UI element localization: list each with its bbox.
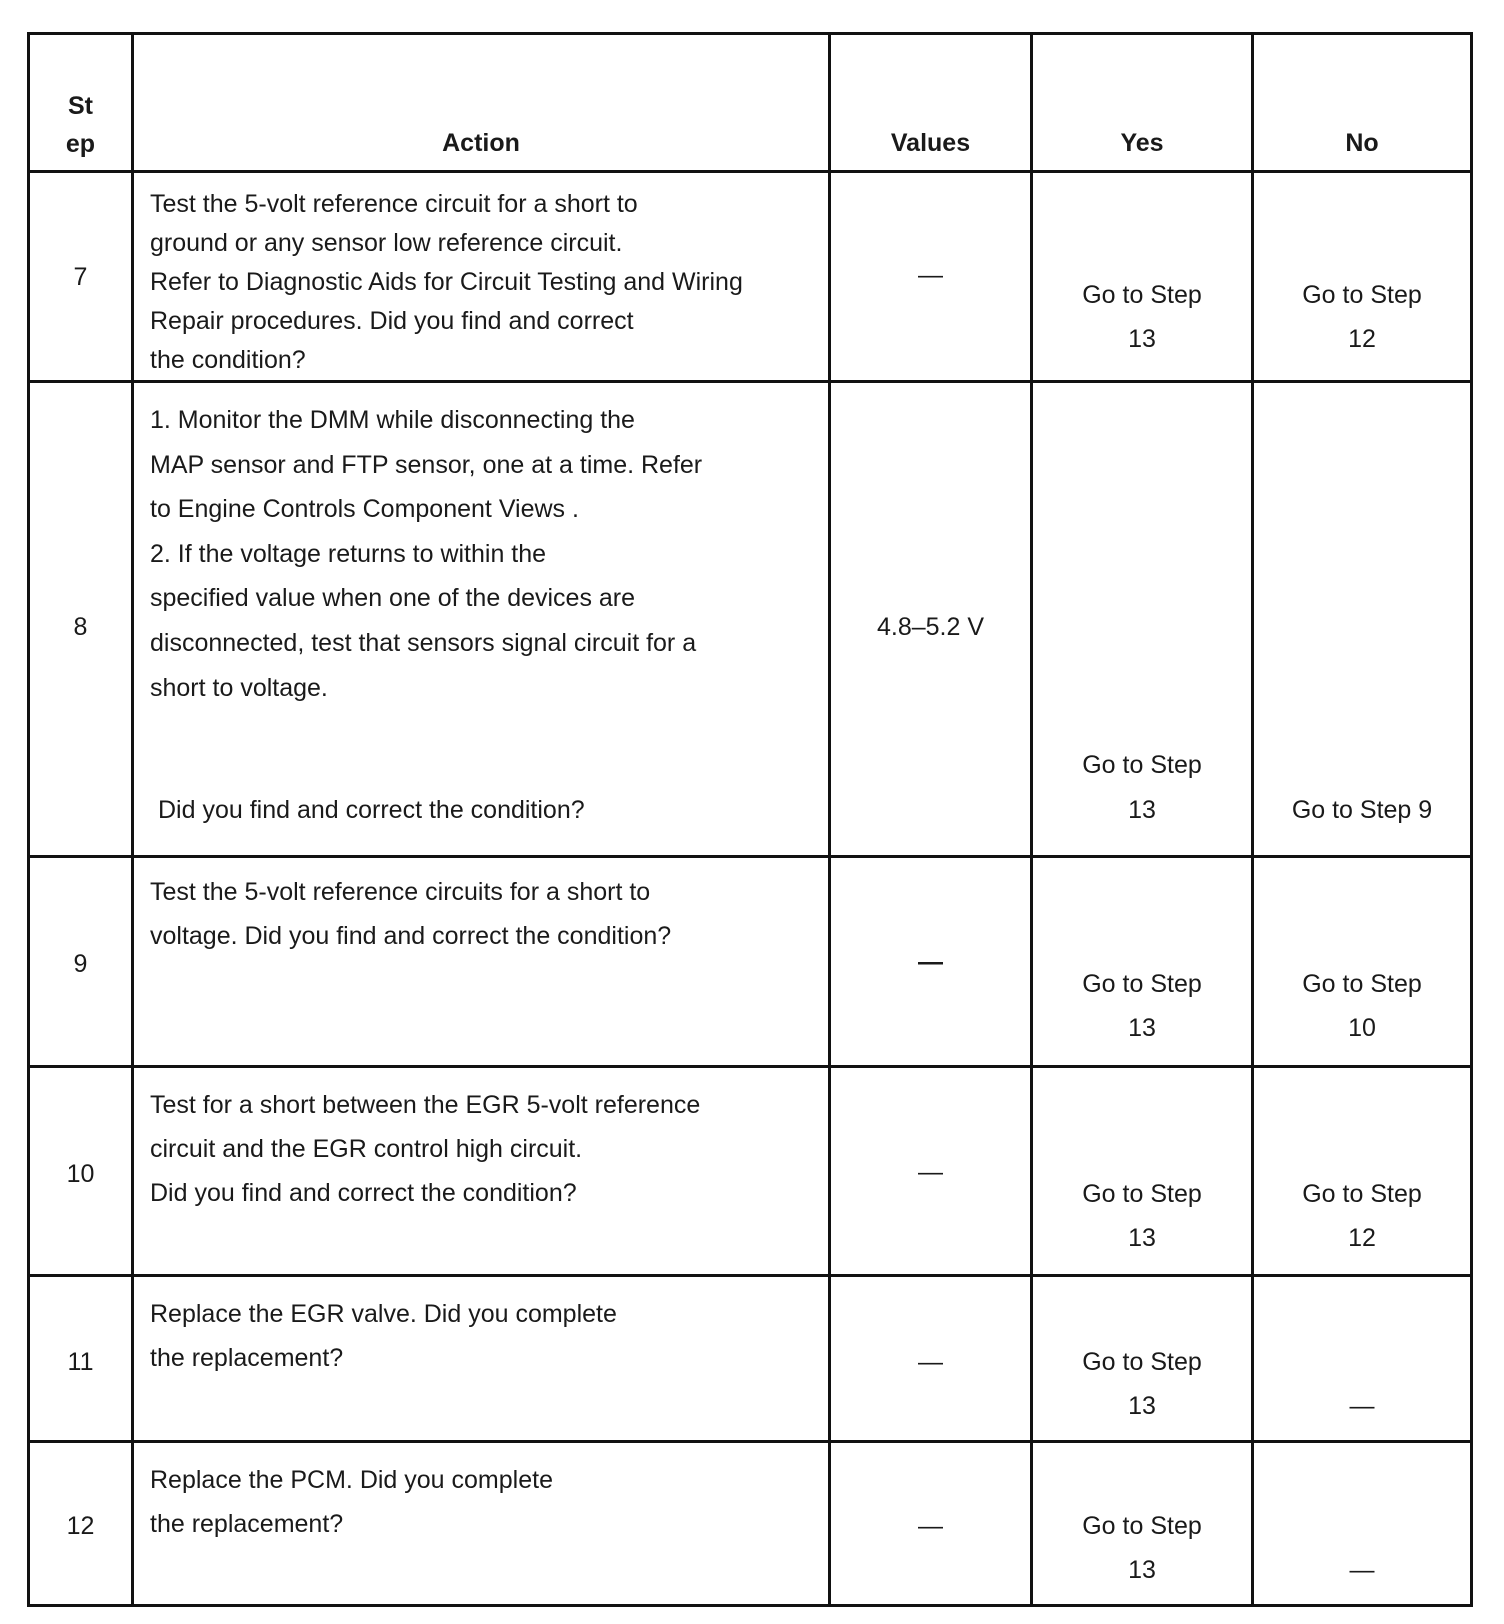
value-text: — bbox=[918, 1512, 943, 1540]
value-text: 4.8–5.2 V bbox=[876, 613, 985, 641]
yes-cell bbox=[1033, 1277, 1254, 1440]
yes-cell bbox=[1033, 383, 1254, 855]
no-goto-line1: Go to Step bbox=[1302, 970, 1422, 998]
action-line: specified value when one of the devices are bbox=[150, 584, 636, 613]
header-step-line2: ep bbox=[65, 130, 96, 158]
action-line: Refer to Diagnostic Aids for Circuit Testing and Wiring bbox=[150, 268, 743, 296]
diagnostic-table bbox=[27, 32, 1473, 1607]
step-cell bbox=[30, 383, 134, 855]
yes-goto-line1: Go to Step bbox=[1082, 1348, 1202, 1376]
no-cell bbox=[1254, 1277, 1470, 1440]
no-goto-line1: Go to Step bbox=[1302, 281, 1422, 309]
step-number: 12 bbox=[66, 1512, 95, 1540]
no-cell bbox=[1254, 858, 1470, 1065]
yes-cell bbox=[1033, 1443, 1254, 1604]
header-action-cell bbox=[134, 35, 831, 170]
action-line: the replacement? bbox=[150, 1510, 344, 1538]
value-text: — bbox=[918, 1348, 943, 1376]
header-step-cell bbox=[30, 35, 134, 170]
header-yes: Yes bbox=[1120, 129, 1164, 157]
action-line: the replacement? bbox=[150, 1344, 344, 1372]
table-row bbox=[30, 1277, 1470, 1443]
header-values: Values bbox=[890, 129, 971, 157]
values-cell bbox=[831, 858, 1033, 1065]
table-row bbox=[30, 1068, 1470, 1277]
no-goto-line2: 12 bbox=[1348, 1224, 1376, 1252]
step-cell bbox=[30, 1068, 134, 1274]
action-line: 2. If the voltage returns to within the bbox=[150, 539, 547, 568]
no-goto-line2: 12 bbox=[1348, 325, 1376, 353]
yes-goto-line1: Go to Step bbox=[1082, 1180, 1202, 1208]
action-line: voltage. Did you find and correct the condition? bbox=[150, 922, 672, 950]
step-number: 7 bbox=[73, 263, 88, 291]
yes-goto-line2: 13 bbox=[1128, 1556, 1156, 1584]
no-cell bbox=[1254, 173, 1470, 380]
action-line: the condition? bbox=[150, 346, 306, 374]
step-number: 10 bbox=[66, 1160, 95, 1188]
action-line: short to voltage. bbox=[150, 673, 328, 702]
action-line: Test the 5-volt reference circuits for a short to bbox=[150, 878, 651, 906]
action-line: circuit and the EGR control high circuit. bbox=[150, 1135, 583, 1163]
yes-goto-line2: 13 bbox=[1128, 1392, 1156, 1420]
action-text bbox=[150, 185, 818, 380]
action-text bbox=[150, 1083, 818, 1215]
header-row bbox=[30, 35, 1470, 173]
yes-goto-line1: Go to Step bbox=[1082, 281, 1202, 309]
yes-goto-line2: 13 bbox=[1128, 1014, 1156, 1042]
action-cell bbox=[134, 858, 831, 1065]
action-line: to Engine Controls Component Views . bbox=[150, 495, 579, 524]
no-cell bbox=[1254, 1443, 1470, 1604]
table-row bbox=[30, 173, 1470, 383]
step-cell bbox=[30, 1277, 134, 1440]
yes-goto-line1: Go to Step bbox=[1082, 751, 1202, 779]
step-number: 11 bbox=[67, 1348, 94, 1376]
no-cell bbox=[1254, 1068, 1470, 1274]
values-cell bbox=[831, 383, 1033, 855]
yes-goto-line1: Go to Step bbox=[1082, 1512, 1202, 1540]
yes-cell bbox=[1033, 858, 1254, 1065]
action-line: Replace the PCM. Did you complete bbox=[150, 1466, 553, 1494]
action-line: Did you find and correct the condition? bbox=[150, 1179, 577, 1207]
values-cell bbox=[831, 1068, 1033, 1274]
yes-goto-line2: 13 bbox=[1128, 796, 1156, 824]
value-text: — bbox=[918, 948, 943, 976]
action-text bbox=[150, 1458, 818, 1546]
action-cell bbox=[134, 173, 831, 380]
header-action: Action bbox=[442, 129, 520, 157]
action-line: 1. Monitor the DMM while disconnecting the bbox=[150, 406, 635, 434]
no-goto-line1: — bbox=[1349, 1392, 1375, 1420]
action-question: Did you find and correct the condition? bbox=[158, 796, 585, 824]
no-cell bbox=[1254, 383, 1470, 855]
step-cell bbox=[30, 1443, 134, 1604]
values-cell bbox=[831, 1277, 1033, 1440]
action-cell bbox=[134, 1443, 831, 1604]
step-number: 8 bbox=[73, 613, 88, 641]
step-cell bbox=[30, 858, 134, 1065]
action-cell bbox=[134, 1277, 831, 1440]
no-goto-line2: 10 bbox=[1348, 1014, 1376, 1042]
values-cell bbox=[831, 1443, 1033, 1604]
no-goto-line1: Go to Step 9 bbox=[1291, 796, 1433, 824]
action-text bbox=[150, 398, 818, 710]
header-no: No bbox=[1345, 129, 1379, 157]
step-number: 9 bbox=[73, 950, 88, 978]
no-goto-line1: Go to Step bbox=[1302, 1180, 1422, 1208]
action-line: Test the 5-volt reference circuit for a short to bbox=[150, 190, 638, 218]
action-text bbox=[150, 1292, 818, 1380]
values-cell bbox=[831, 173, 1033, 380]
yes-goto-line2: 13 bbox=[1128, 325, 1156, 353]
no-goto-line1: — bbox=[1349, 1556, 1375, 1584]
header-step-line1: St bbox=[68, 92, 93, 120]
action-cell bbox=[134, 1068, 831, 1274]
yes-cell bbox=[1033, 173, 1254, 380]
yes-goto-line1: Go to Step bbox=[1082, 970, 1202, 998]
header-no-cell bbox=[1254, 35, 1470, 170]
action-line: Repair procedures. Did you find and correct bbox=[150, 307, 634, 335]
value-text: — bbox=[918, 261, 943, 289]
action-line: Test for a short between the EGR 5-volt reference bbox=[150, 1091, 701, 1119]
yes-cell bbox=[1033, 1068, 1254, 1274]
action-line: ground or any sensor low reference circuit. bbox=[150, 229, 623, 257]
table-row bbox=[30, 383, 1470, 858]
table-row bbox=[30, 1443, 1470, 1604]
action-line: MAP sensor and FTP sensor, one at a time. Refer bbox=[150, 450, 703, 479]
action-line: disconnected, test that sensors signal circuit for a bbox=[150, 628, 697, 657]
step-cell bbox=[30, 173, 134, 380]
header-values-cell bbox=[831, 35, 1033, 170]
value-text: — bbox=[918, 1158, 943, 1186]
action-text bbox=[150, 870, 818, 958]
action-line: Replace the EGR valve. Did you complete bbox=[150, 1300, 617, 1328]
header-yes-cell bbox=[1033, 35, 1254, 170]
yes-goto-line2: 13 bbox=[1128, 1224, 1156, 1252]
table-row bbox=[30, 858, 1470, 1068]
action-cell bbox=[134, 383, 831, 855]
